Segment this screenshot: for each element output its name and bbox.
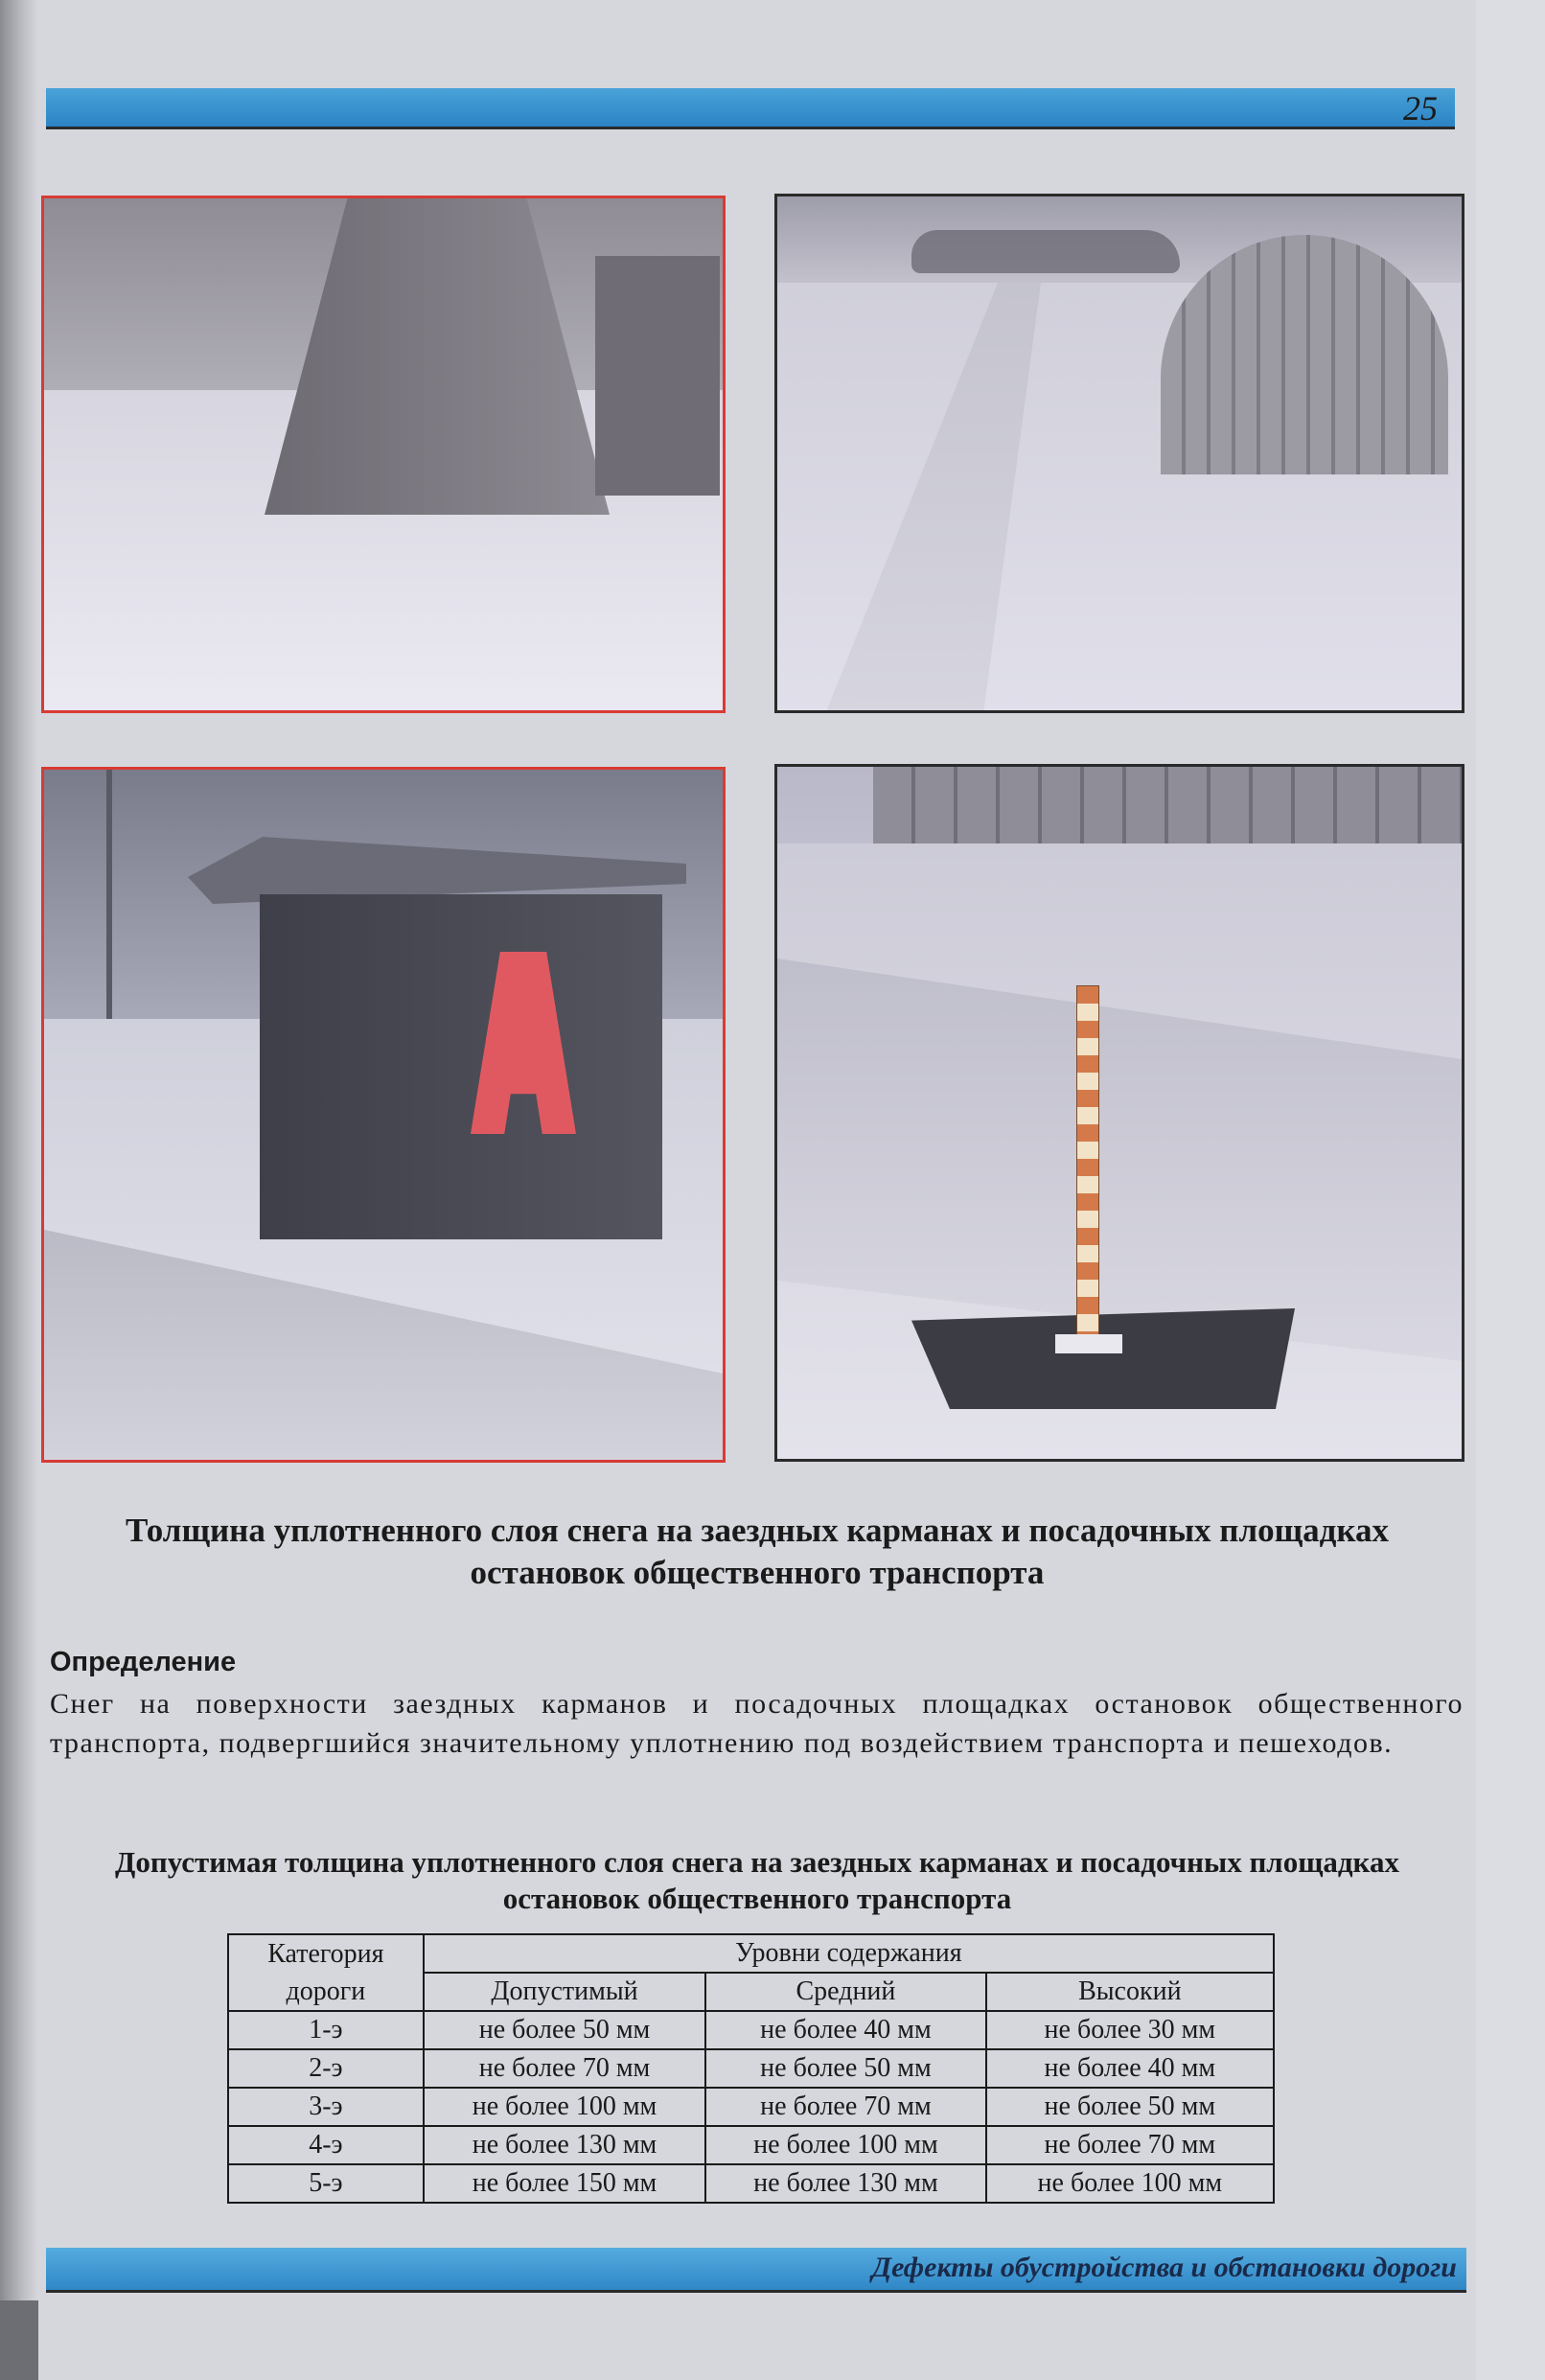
background-building xyxy=(873,767,1462,853)
table-cell: не более 40 мм xyxy=(705,2011,985,2049)
table-cell: не более 30 мм xyxy=(986,2011,1274,2049)
definition-text: Снег на поверхности заездных карманов и посадочных площадках остановок общественного транспорта, подвергшийся значительному уплотнению под воздействием транспорта и пешеходов. xyxy=(50,1688,1464,1759)
table-cell: не более 70 мм xyxy=(424,2049,706,2088)
table-cell: не более 130 мм xyxy=(424,2126,706,2164)
table-row xyxy=(228,2049,1274,2088)
table-row xyxy=(228,2011,1274,2049)
table-cell: 5-э xyxy=(228,2164,424,2203)
book-spine-shadow xyxy=(0,0,38,2380)
table-cell: не более 100 мм xyxy=(986,2164,1274,2203)
table-cell: не более 40 мм xyxy=(986,2049,1274,2088)
page-number: 25 xyxy=(1403,89,1438,127)
header-strip xyxy=(46,88,1455,129)
measuring-rod xyxy=(1076,985,1099,1342)
table-cell: 3-э xyxy=(228,2088,424,2126)
snow-thickness-table xyxy=(227,1933,1275,2204)
header-col-medium: Средний xyxy=(705,1973,985,2011)
header-category-bottom: дороги xyxy=(228,1973,424,2011)
table-cell: не более 130 мм xyxy=(705,2164,985,2203)
footer-strip xyxy=(46,2248,1466,2293)
table-header-row xyxy=(228,1973,1274,2011)
page-edge xyxy=(1476,0,1545,2380)
section-title: Толщина уплотненного слоя снега на заездных карманах и посадочных площадках остановок общественного транспорта xyxy=(126,1512,1389,1591)
definition-heading: Определение xyxy=(50,1647,237,1677)
photo-bus-stop-shelter xyxy=(41,767,726,1463)
table-cell: не более 50 мм xyxy=(986,2088,1274,2126)
table-cell: не более 70 мм xyxy=(705,2088,985,2126)
photo-pyramid-shelter xyxy=(41,196,726,713)
cleared-pad xyxy=(911,1308,1295,1409)
table-cell: не более 50 мм xyxy=(424,2011,706,2049)
table-row xyxy=(228,2126,1274,2164)
table-cell: не более 100 мм xyxy=(424,2088,706,2126)
table-cell: 2-э xyxy=(228,2049,424,2088)
distant-trees xyxy=(911,230,1180,273)
table-header-row xyxy=(228,1934,1274,1973)
header-col-allowed: Допустимый xyxy=(424,1973,706,2011)
photo-snow-measuring-rod xyxy=(774,764,1464,1462)
table-cell: не более 100 мм xyxy=(705,2126,985,2164)
shelter-walls xyxy=(260,894,662,1239)
header-category-top: Категория xyxy=(228,1934,424,1973)
table-cell: не более 150 мм xyxy=(424,2164,706,2203)
shelter-side-wall xyxy=(595,256,720,496)
table-row xyxy=(228,2088,1274,2126)
book-spine-dark xyxy=(0,2300,38,2380)
table-row xyxy=(228,2164,1274,2203)
utility-pole xyxy=(106,770,112,1019)
footer-section-name: Дефекты обустройства и обстановки дороги xyxy=(871,2252,1457,2283)
rod-base-plate xyxy=(1055,1334,1122,1353)
header-levels: Уровни содержания xyxy=(424,1934,1274,1973)
photo-arch-shelter xyxy=(774,194,1464,713)
table-title: Допустимая толщина уплотненного слоя снега на заездных карманах и посадочных площадках остановок общественного транспорта xyxy=(115,1845,1399,1915)
table-cell: 4-э xyxy=(228,2126,424,2164)
table-cell: не более 70 мм xyxy=(986,2126,1274,2164)
table-cell: 1-э xyxy=(228,2011,424,2049)
table-cell: не более 50 мм xyxy=(705,2049,985,2088)
header-col-high: Высокий xyxy=(986,1973,1274,2011)
